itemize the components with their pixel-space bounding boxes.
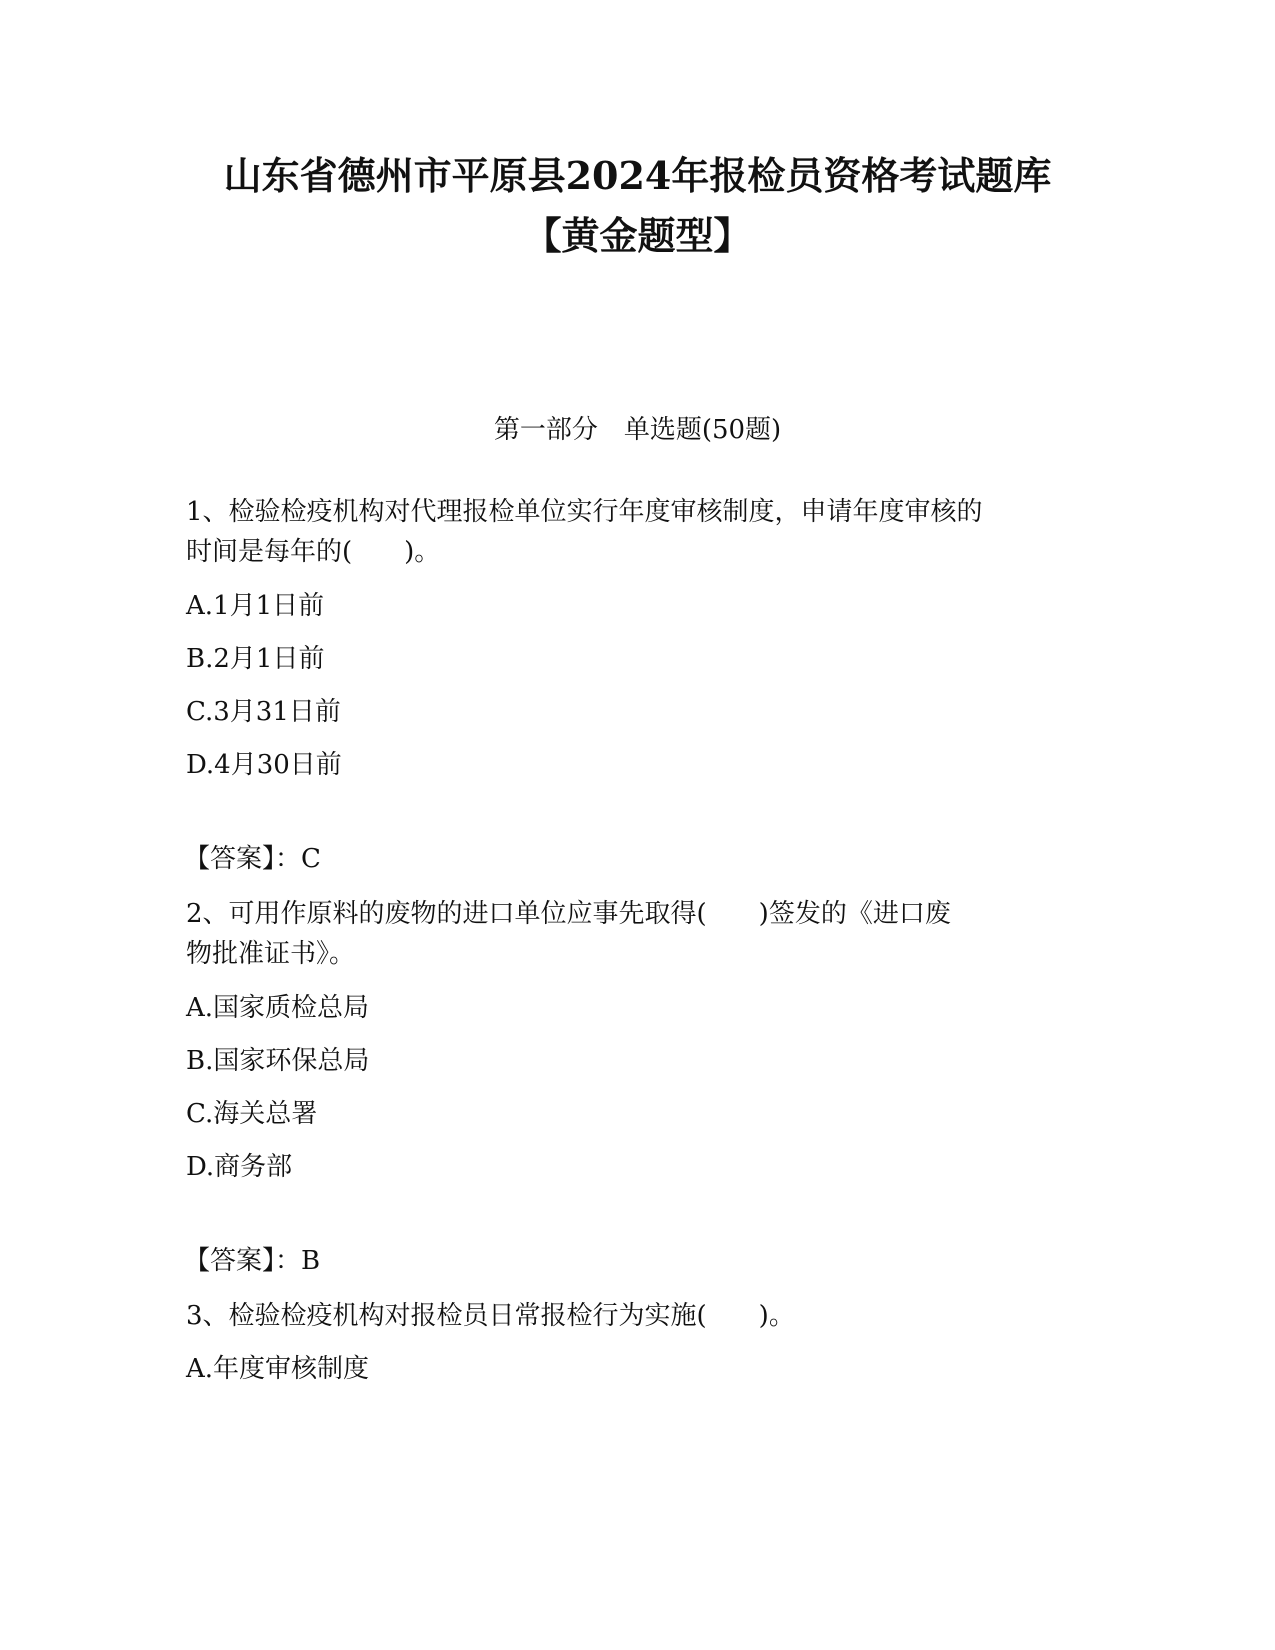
question-2-option-d: D.商务部: [186, 1152, 293, 1182]
question-1-option-b: B.2月1日前: [186, 644, 325, 674]
document-title-line-1: 山东省德州市平原县2024年报检员资格考试题库: [223, 153, 1052, 198]
question-1-option-a: A.1月1日前: [186, 591, 325, 621]
question-1-option-c: C.3月31日前: [186, 697, 341, 727]
question-2-option-b: B.国家环保总局: [186, 1046, 370, 1076]
question-1-option-d: D.4月30日前: [186, 750, 342, 780]
question-3-option-a: A.年度审核制度: [186, 1354, 370, 1384]
question-1-stem-line-1: 1、检验检疫机构对代理报检单位实行年度审核制度，申请年度审核的: [186, 497, 983, 527]
document-title-line-2: 【黄金题型】: [523, 213, 752, 258]
question-2-stem-line-1: 2、可用作原料的废物的进口单位应事先取得( )签发的《进口废: [186, 899, 951, 929]
question-2-option-a: A.国家质检总局: [186, 993, 370, 1023]
question-3-stem-line-1: 3、检验检疫机构对报检员日常报检行为实施( )。: [186, 1301, 795, 1331]
question-2-stem-line-2: 物批准证书》。: [186, 939, 356, 969]
question-1-stem-line-2: 时间是每年的( )。: [186, 537, 441, 567]
section-heading: 第一部分 单选题(50题): [493, 415, 782, 445]
question-2-option-c: C.海关总署: [186, 1099, 318, 1129]
question-2-answer: 【答案】：B: [184, 1246, 321, 1276]
question-1-answer: 【答案】：C: [184, 844, 321, 874]
